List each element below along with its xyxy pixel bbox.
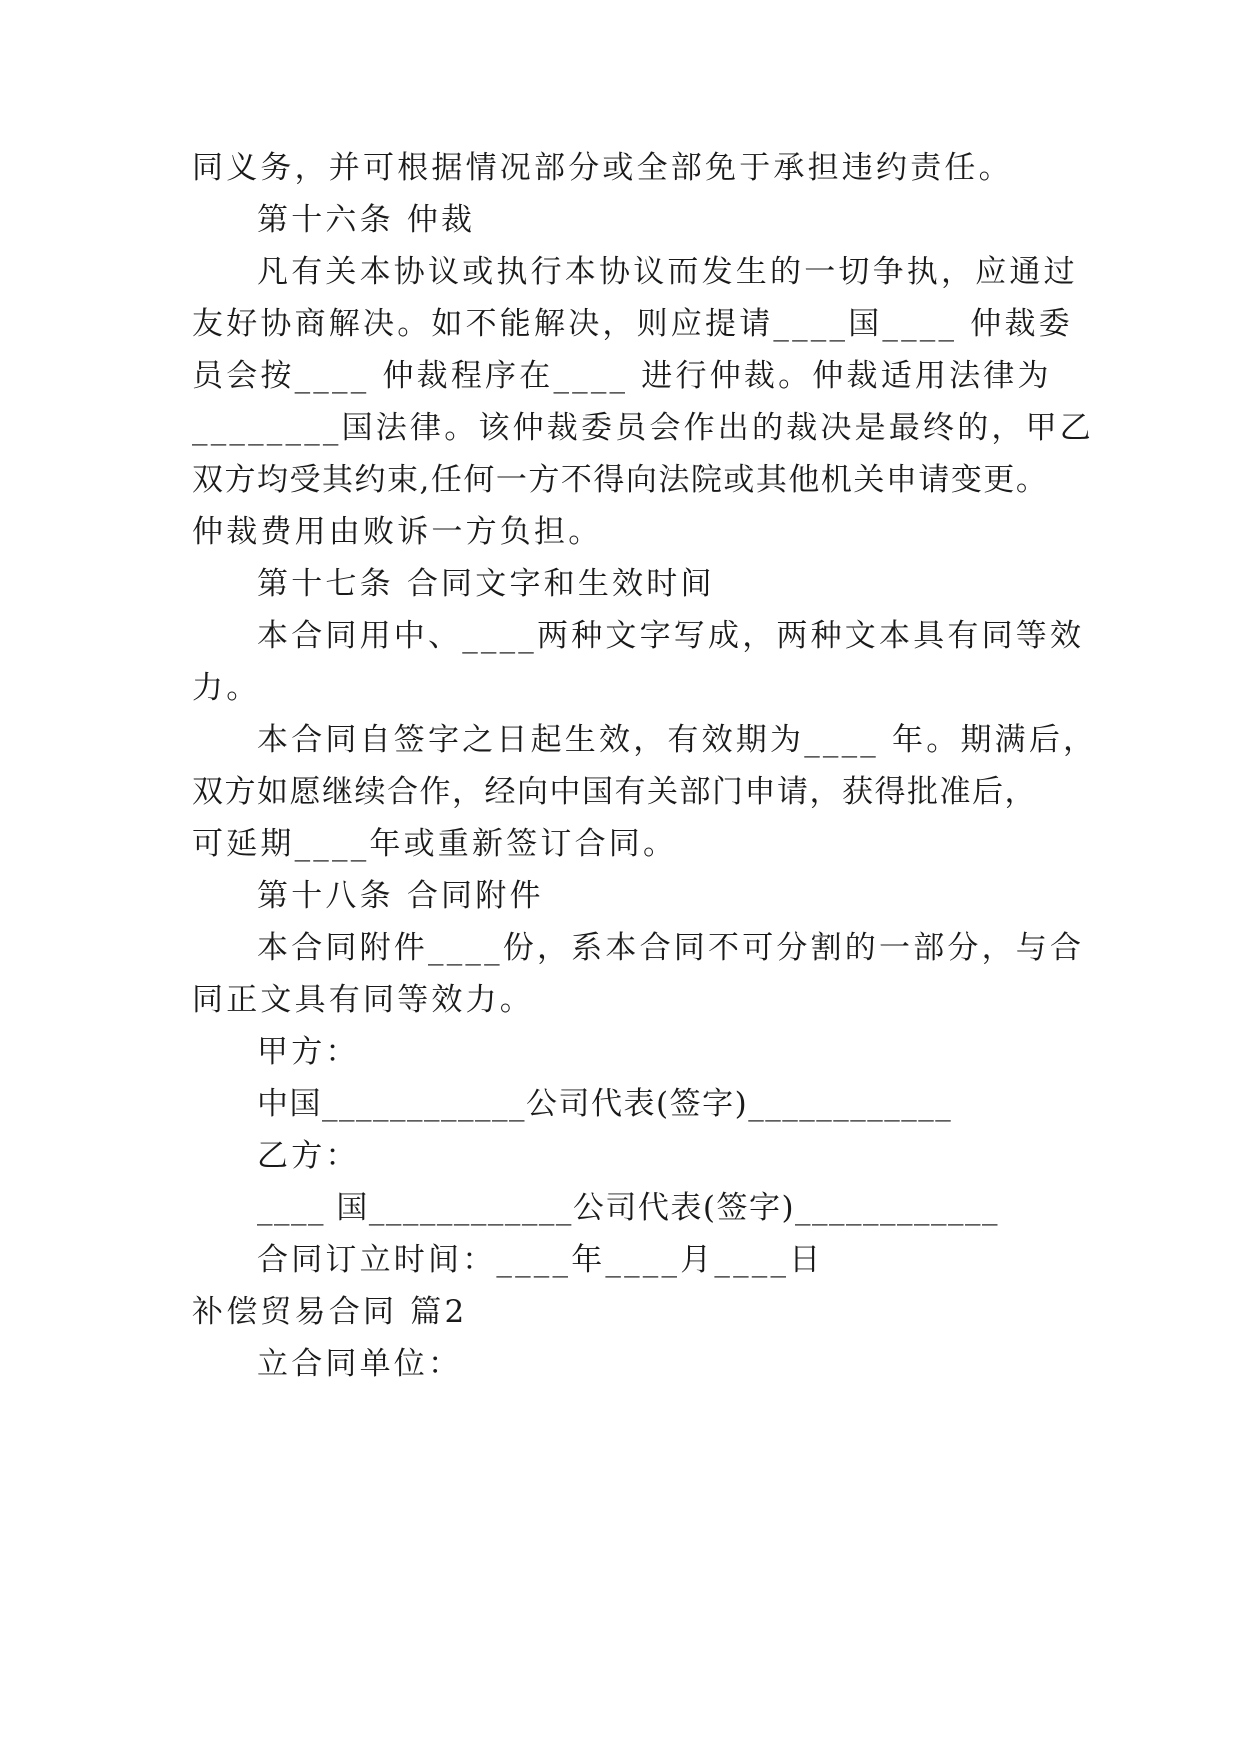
body-line: 本合同附件____份，系本合同不可分割的一部分，与合 <box>257 930 1085 966</box>
party-b-signature-line: ____ 国____________公司代表(签字)____________ <box>257 1190 1000 1226</box>
party-a-label: 甲方： <box>257 1034 360 1070</box>
section-heading-16: 第十六条 仲裁 <box>257 202 476 238</box>
body-line: 同正文具有同等效力。 <box>192 982 534 1018</box>
body-line: 仲裁费用由败诉一方负担。 <box>192 514 603 550</box>
section-heading-18: 第十八条 合同附件 <box>257 878 544 914</box>
contracting-parties-label: 立合同单位： <box>257 1346 463 1382</box>
body-line: ________国法律。该仲裁委员会作出的裁决是最终的，甲乙 <box>192 410 1094 446</box>
section-heading-17: 第十七条 合同文字和生效时间 <box>257 566 715 602</box>
body-line: 本合同用中、____两种文字写成，两种文本具有同等效 <box>257 618 1085 654</box>
body-line: 凡有关本协议或执行本协议而发生的一切争执，应通过 <box>257 254 1078 290</box>
contract-title: 补偿贸易合同 篇2 <box>192 1294 468 1330</box>
body-line: 本合同自签字之日起生效，有效期为____ 年。期满后， <box>257 722 1098 758</box>
party-b-label: 乙方： <box>257 1138 360 1174</box>
body-line: 可延期____年或重新签订合同。 <box>192 826 678 862</box>
body-line: 友好协商解决。如不能解决，则应提请____国____ 仲裁委 <box>192 306 1073 342</box>
body-line: 同义务，并可根据情况部分或全部免于承担违约责任。 <box>192 150 1013 186</box>
body-line: 员会按____ 仲裁程序在____ 进行仲裁。仲裁适用法律为 <box>192 358 1052 394</box>
body-line: 双方均受其约束,任何一方不得向法院或其他机关申请变更。 <box>192 462 1049 498</box>
party-a-signature-line: 中国____________公司代表(签字)____________ <box>257 1086 953 1122</box>
body-line: 力。 <box>192 670 261 706</box>
body-line: 双方如愿继续合作，经向中国有关部门申请，获得批准后， <box>192 774 1037 810</box>
contract-date-line: 合同订立时间：____年____月____日 <box>257 1242 824 1278</box>
